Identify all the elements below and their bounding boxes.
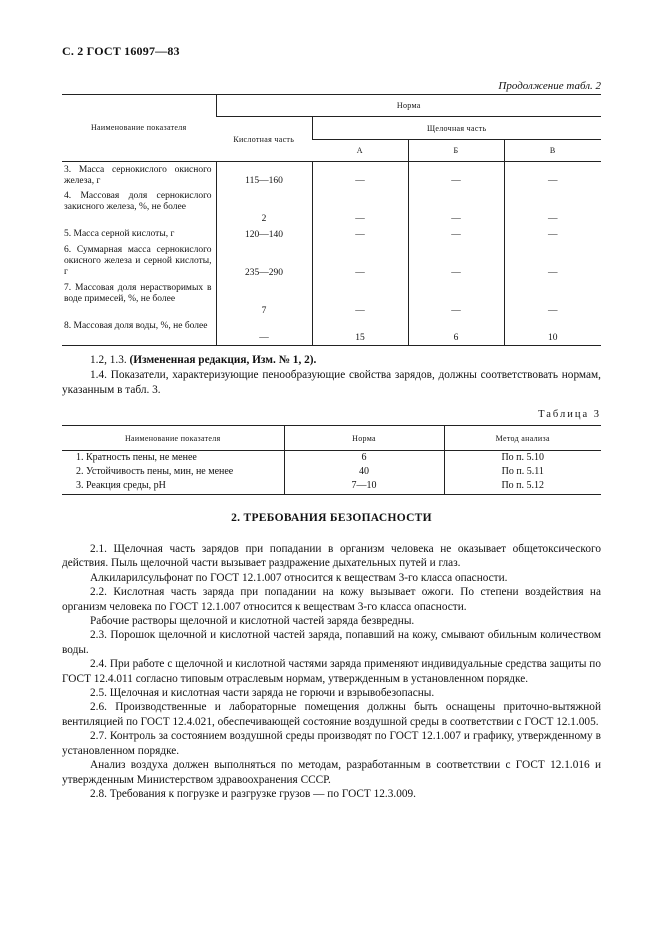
table2-header-name: Наименование показателя xyxy=(62,95,216,162)
table3-header-name: Наименование показателя xyxy=(62,426,284,451)
row-acid: 115—160 xyxy=(216,162,312,189)
table2-header-b: Б xyxy=(408,140,504,162)
table-row xyxy=(62,280,601,318)
page-header: С. 2 ГОСТ 16097—83 xyxy=(62,44,180,58)
table-row xyxy=(62,226,601,242)
row-acid: — xyxy=(216,318,312,345)
row-b: — xyxy=(408,280,504,318)
row-b: — xyxy=(408,188,504,226)
section-2-paragraph: 2.6. Производственные и лабораторные помещения должны быть оснащены приточно-вытяжной вентиляцией по ГОСТ 12.4.021, обеспечивающей состояние воздушной среды в соответствии с ГОСТ 12.1.005. xyxy=(62,701,601,728)
row-a: — xyxy=(312,226,408,242)
amendment-note: (Измененная редакция, Изм. № 1, 2). xyxy=(129,354,317,366)
row-method: По п. 5.11 xyxy=(444,465,601,479)
row-a: — xyxy=(312,188,408,226)
table2-continuation-caption: Продолжение табл. 2 xyxy=(498,80,601,92)
row-v: — xyxy=(504,226,601,242)
row-acid: 235—290 xyxy=(216,242,312,280)
section-2-paragraph: 2.8. Требования к погрузке и разгрузке грузов — по ГОСТ 12.3.009. xyxy=(90,787,416,800)
row-method: По п. 5.12 xyxy=(444,479,601,495)
row-name: 5. Масса серной кислоты, г xyxy=(64,229,175,239)
row-v: — xyxy=(504,242,601,280)
row-a: — xyxy=(312,242,408,280)
row-name: 2. Устойчивость пены, мин, не менее xyxy=(76,465,234,477)
table-row xyxy=(62,162,601,189)
row-name: 3. Масса сернокислого окисного железа, г xyxy=(64,165,212,186)
table2-header-alkaline: Щелочная часть xyxy=(312,117,601,140)
row-v: — xyxy=(504,162,601,189)
table-row xyxy=(62,465,601,479)
section-2-paragraph: 2.7. Контроль за состоянием воздушной среды производят по ГОСТ 12.1.007 и графику, утвержденному в установленном порядке. xyxy=(62,730,601,757)
row-acid: 7 xyxy=(216,280,312,318)
paragraph-1-2 xyxy=(62,353,601,368)
paragraph-1-2-prefix: 1.2, 1.3. xyxy=(90,354,130,366)
table3-caption: Таблица 3 xyxy=(538,409,601,420)
section-2-paragraph: 2.3. Порошок щелочной и кислотной частей заряда, попавший на кожу, смывают обильным количеством воды. xyxy=(62,629,601,656)
section-2-body xyxy=(62,542,601,801)
table-row xyxy=(62,318,601,345)
row-norma: 40 xyxy=(284,465,444,479)
row-name: 3. Реакция среды, pH xyxy=(62,479,284,495)
row-name: 8. Массовая доля воды, %, не более xyxy=(62,318,216,345)
row-name: 4. Массовая доля сернокислого закисного железа, %, не более xyxy=(64,191,212,212)
table3-header-norma: Норма xyxy=(284,426,444,451)
row-acid: 2 xyxy=(216,188,312,226)
row-v: — xyxy=(504,188,601,226)
section-2-paragraph: Рабочие растворы щелочной и кислотной частей заряда безвредны. xyxy=(90,615,415,628)
row-b: — xyxy=(408,226,504,242)
section-2-paragraph: 2.2. Кислотная часть заряда при попадании на кожу вызывает ожоги. По степени воздействия на организм человека по ГОСТ 12.1.007 относится к веществам 3-го класса опасности. xyxy=(62,586,601,613)
table2-header-v: В xyxy=(504,140,601,162)
row-name: 7. Массовая доля нерастворимых в воде примесей, %, не более xyxy=(64,283,212,304)
table2-header-norma: Норма xyxy=(216,95,601,117)
row-acid: 120—140 xyxy=(216,226,312,242)
row-name: 6. Суммарная масса сернокислого окисного железа и серной кислоты, г xyxy=(64,245,212,277)
table2-header-acid: Кислотная часть xyxy=(216,117,312,162)
row-method: По п. 5.10 xyxy=(444,451,601,465)
table-2 xyxy=(62,94,601,346)
row-norma: 7—10 xyxy=(284,479,444,495)
section-2-title: 2. ТРЕБОВАНИЯ БЕЗОПАСНОСТИ xyxy=(231,512,432,524)
row-norma: 6 xyxy=(284,451,444,465)
table3-header-method: Метод анализа xyxy=(444,426,601,451)
table-row xyxy=(62,479,601,495)
row-a: 15 xyxy=(312,318,408,345)
table2-header-a: А xyxy=(312,140,408,162)
section-2-paragraph: 2.1. Щелочная часть зарядов при попадании в организм человека не оказывает общетоксического действия. Пыль щелочной части вызывает раздражение дыхательных путей и глаз. xyxy=(62,543,601,570)
paragraph-1-4: 1.4. Показатели, характеризующие пенообразующие свойства зарядов, должны соответствовать нормам, указанным в табл. 3. xyxy=(62,369,601,396)
row-v: — xyxy=(504,280,601,318)
row-a: — xyxy=(312,280,408,318)
table-3 xyxy=(62,425,601,495)
table-row xyxy=(62,451,601,465)
section-2-paragraph: 2.5. Щелочная и кислотная части заряда не горючи и взрывобезопасны. xyxy=(90,687,435,700)
row-b: — xyxy=(408,162,504,189)
row-b: 6 xyxy=(408,318,504,345)
row-b: — xyxy=(408,242,504,280)
row-name: 1. Кратность пены, не менее xyxy=(76,451,197,463)
row-a: — xyxy=(312,162,408,189)
section-2-paragraph: Анализ воздуха должен выполняться по методам, разработанным в соответствии с ГОСТ 12.1.016 и утвержденным Министерством здравоохранения СССР. xyxy=(62,759,601,786)
table-row xyxy=(62,188,601,226)
table-row xyxy=(62,242,601,280)
section-2-paragraph: 2.4. При работе с щелочной и кислотной частями заряда применяют индивидуальные средства защиты по ГОСТ 12.4.011 согласно типовым отраслевым нормам, утвержденным в установленном порядке. xyxy=(62,658,601,685)
row-v: 10 xyxy=(504,318,601,345)
section-2-paragraph: Алкиларилсульфонат по ГОСТ 12.1.007 относится к веществам 3-го класса опасности. xyxy=(90,571,508,584)
